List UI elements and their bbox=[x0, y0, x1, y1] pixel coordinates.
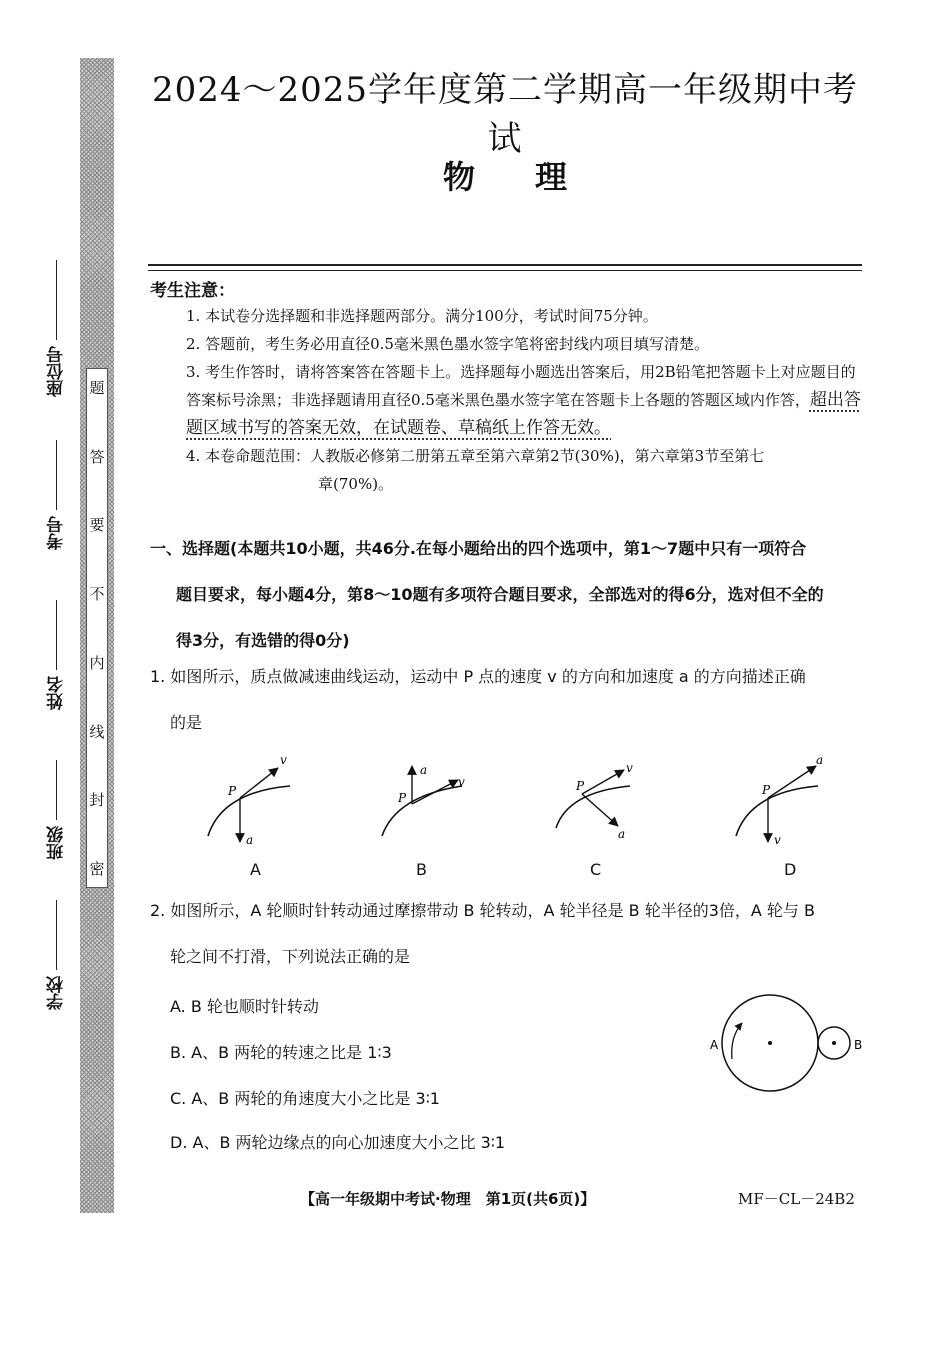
label-p: P bbox=[762, 783, 771, 797]
field-label: 班级 bbox=[46, 826, 67, 860]
q1-figure-c bbox=[556, 761, 633, 841]
q1-option-label: C bbox=[590, 860, 602, 879]
notice-item-cont: 章(70%)。 bbox=[318, 475, 394, 493]
notice-heading: 考生注意： bbox=[150, 281, 235, 301]
student-info-fields bbox=[36, 260, 76, 1040]
fill-line bbox=[56, 260, 57, 340]
paper-code: MF－CL－24B2 bbox=[738, 1190, 855, 1208]
field-school[interactable] bbox=[36, 900, 76, 1010]
fill-line bbox=[56, 900, 57, 970]
label-wheel-a: A bbox=[710, 1038, 719, 1052]
label-p: P bbox=[576, 779, 585, 793]
section-line: 一、选择题(本题共10小题，共46分.在每小题给出的四个选项中，第1～7题中只有一项符合 bbox=[150, 539, 807, 558]
question-2 bbox=[150, 888, 870, 980]
section-heading bbox=[150, 526, 870, 664]
q1-figure-d bbox=[736, 753, 823, 847]
page-footer: 【高一年级期中考试·物理 第1页(共6页)】 bbox=[300, 1190, 596, 1208]
question-text: 1. 如图所示，质点做减速曲线运动，运动中 P 点的速度 v 的方向和加速度 a 的方向描述正确 bbox=[150, 667, 806, 686]
section-line: 题目要求，每小题4分，第8～10题有多项符合题目要求，全部选对的得6分，选对但不全的 bbox=[176, 585, 824, 604]
question-text: 的是 bbox=[170, 713, 203, 732]
fill-line bbox=[56, 440, 57, 510]
notice-item bbox=[186, 358, 866, 442]
label-p: P bbox=[228, 784, 237, 798]
question-1 bbox=[150, 654, 870, 746]
q1-figure-a bbox=[208, 753, 290, 847]
notice-item: 4. 本卷命题范围：人教版必修第二册第五章至第六章第2节(30%)，第六章第3节至第七 bbox=[186, 447, 765, 465]
q1-option-label: D bbox=[784, 860, 797, 879]
q1-figure-b bbox=[382, 763, 465, 836]
seal-char: 题 bbox=[89, 379, 105, 397]
notice-item-text: 3. 考生作答时，请将答案答在答题卡上。选择题每小题选出答案后，用2B铅笔把答题卡上对应题目的答案标号涂黑；非选择题请用直径0.5毫米黑色墨水签字笔在答题卡上各题的答题区域内作答， bbox=[186, 363, 856, 409]
field-label: 座位号 bbox=[46, 346, 67, 397]
q2-option-c[interactable]: C. A、B 两轮的角速度大小之比是 3∶1 bbox=[170, 1089, 440, 1108]
notice-item: 2. 答题前，考生务必用直径0.5毫米黑色墨水签字笔将密封线内项目填写清楚。 bbox=[186, 335, 709, 353]
label-wheel-b: B bbox=[854, 1038, 863, 1052]
field-label: 考号 bbox=[46, 516, 67, 550]
field-label: 学校 bbox=[46, 976, 67, 1010]
field-label: 姓名 bbox=[46, 676, 67, 710]
fill-line bbox=[56, 760, 57, 820]
field-seat[interactable] bbox=[36, 260, 76, 397]
field-name[interactable] bbox=[36, 600, 76, 710]
exam-title: 2024～2025学年度第二学期高一年级期中考试 bbox=[151, 70, 859, 159]
q2-option-d[interactable]: D. A、B 两轮边缘点的向心加速度大小之比 3∶1 bbox=[170, 1133, 506, 1152]
q2-option-b[interactable]: B. A、B 两轮的转速之比是 1∶3 bbox=[170, 1043, 392, 1062]
label-a: a bbox=[246, 833, 254, 847]
seal-char: 内 bbox=[89, 653, 105, 672]
label-v: v bbox=[626, 761, 633, 775]
question-text: 2. 如图所示，A 轮顺时针转动通过摩擦带动 B 轮转动，A 轮半径是 B 轮半径的3倍，A 轮与 B bbox=[150, 901, 815, 920]
divider bbox=[148, 270, 862, 271]
seal-char: 线 bbox=[89, 722, 105, 741]
seal-char: 密 bbox=[89, 859, 105, 878]
q1-figures bbox=[190, 750, 870, 860]
seal-line-notice bbox=[86, 368, 108, 888]
label-a: a bbox=[618, 827, 626, 841]
seal-char: 要 bbox=[89, 516, 105, 535]
notice-list bbox=[186, 302, 866, 498]
q2-option-a[interactable]: A. B 轮也顺时针转动 bbox=[170, 997, 319, 1016]
label-a: a bbox=[420, 763, 428, 777]
label-a: a bbox=[816, 753, 824, 767]
fill-line bbox=[56, 600, 57, 670]
label-v: v bbox=[280, 753, 287, 767]
clockwise-arrow bbox=[732, 1023, 742, 1059]
divider bbox=[148, 264, 862, 266]
section-line: 得3分，有选错的得0分) bbox=[176, 631, 350, 650]
question-text: 轮之间不打滑，下列说法正确的是 bbox=[170, 947, 411, 966]
q1-option-label: B bbox=[416, 860, 427, 879]
seal-char: 答 bbox=[89, 447, 105, 466]
label-v: v bbox=[458, 775, 465, 789]
seal-char: 封 bbox=[89, 791, 105, 810]
q1-option-label: A bbox=[250, 860, 261, 879]
field-exam-number[interactable] bbox=[36, 440, 76, 550]
subject-title: 物理 bbox=[442, 158, 627, 196]
label-p: P bbox=[398, 791, 407, 805]
field-class[interactable] bbox=[36, 760, 76, 860]
notice-item: 1. 本试卷分选择题和非选择题两部分。满分100分，考试时间75分钟。 bbox=[186, 307, 658, 325]
label-v: v bbox=[774, 833, 781, 847]
notice-emphasis: 超出答题区域书写的答案无效，在试题卷、草稿纸上作答无效。 bbox=[186, 390, 861, 438]
q2-wheels-figure bbox=[700, 985, 880, 1095]
seal-char: 不 bbox=[89, 585, 105, 604]
